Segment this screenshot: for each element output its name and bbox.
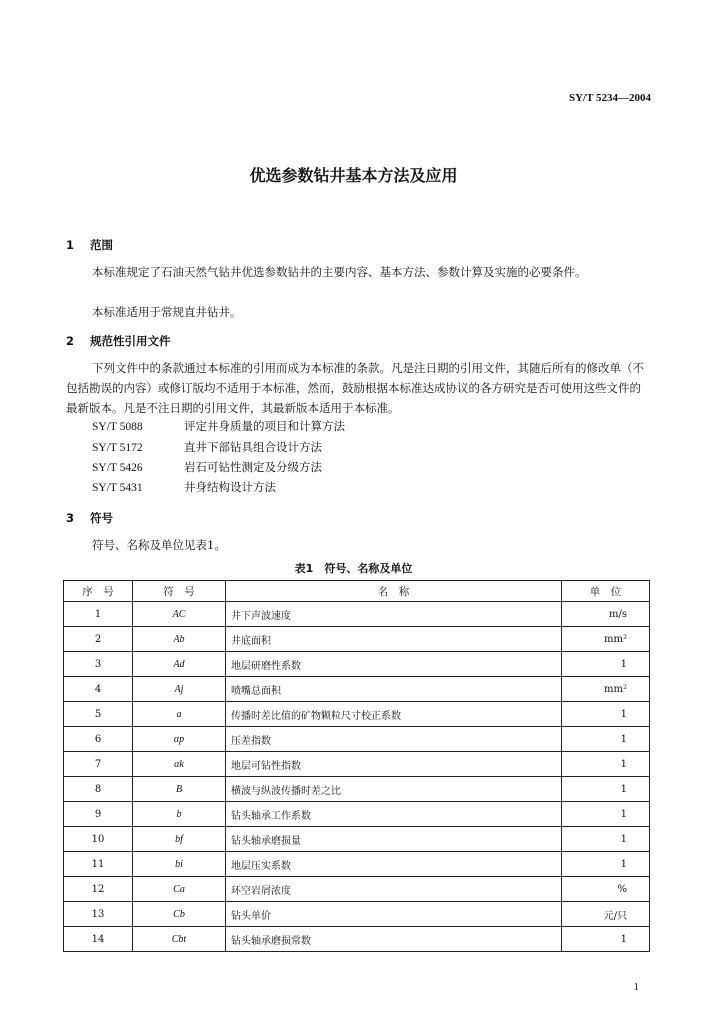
row-symbol: αp: [133, 727, 226, 752]
row-symbol: Cbt: [133, 927, 226, 952]
row-number: 4: [64, 677, 133, 702]
reference-code: SY/T 5088: [92, 421, 143, 433]
table-row: [64, 602, 650, 627]
row-name: 喷嘴总面积: [226, 677, 562, 702]
table-row: [64, 802, 650, 827]
reference-title: 评定井身质量的项目和计算方法: [184, 419, 345, 433]
row-unit: mm²: [562, 677, 650, 702]
symbols-table: [63, 580, 650, 952]
row-symbol: b: [133, 802, 226, 827]
row-number: 5: [64, 702, 133, 727]
reference-title: 井身结构设计方法: [184, 480, 276, 494]
section-title: 范围: [90, 238, 113, 252]
table-row: [64, 677, 650, 702]
reference-code: SY/T 5431: [92, 482, 143, 494]
row-name: 钻头轴承磨损量: [226, 827, 562, 852]
table-row: [64, 652, 650, 677]
row-symbol: Ca: [133, 877, 226, 902]
row-name: 横波与纵波传播时差之比: [226, 777, 562, 802]
row-symbol: Aj: [133, 677, 226, 702]
row-unit: 1: [562, 827, 650, 852]
row-symbol: a: [133, 702, 226, 727]
row-number: 2: [64, 627, 133, 652]
row-unit: 1: [562, 652, 650, 677]
table-row: [64, 877, 650, 902]
header-unit: 单 位: [562, 581, 650, 602]
reference-item: [92, 479, 276, 495]
table-row: [64, 727, 650, 752]
section-1-heading: [66, 237, 113, 253]
header-symbol: 符 号: [133, 581, 226, 602]
section-2-heading: [66, 333, 171, 349]
reference-item: [92, 459, 322, 475]
table-header-row: [64, 581, 650, 602]
row-number: 7: [64, 752, 133, 777]
row-number: 9: [64, 802, 133, 827]
row-symbol: αk: [133, 752, 226, 777]
reference-title: 直井下部钻具组合设计方法: [184, 440, 322, 454]
section-title: 符号: [90, 511, 113, 525]
row-unit: %: [562, 877, 650, 902]
table-row: [64, 902, 650, 927]
row-unit: 1: [562, 777, 650, 802]
reference-item: [92, 418, 345, 434]
section-number: 2: [66, 334, 75, 348]
row-symbol: AC: [133, 602, 226, 627]
row-symbol: Ab: [133, 627, 226, 652]
row-name: 压差指数: [226, 727, 562, 752]
document-title: 优选参数钻井基本方法及应用: [249, 166, 458, 185]
row-unit: 1: [562, 752, 650, 777]
table-row: [64, 752, 650, 777]
section-1-paragraph-1: 本标准规定了石油天然气钻井优选参数钻井的主要内容、基本方法、参数计算及实施的必要条件。: [92, 265, 587, 279]
reference-item: [92, 439, 322, 455]
section-number: 3: [66, 511, 75, 525]
row-unit: 1: [562, 927, 650, 952]
row-name: 地层压实系数: [226, 852, 562, 877]
row-number: 13: [64, 902, 133, 927]
table-row: [64, 627, 650, 652]
row-name: 传播时差比值的矿物颗粒尺寸校正系数: [226, 702, 562, 727]
row-number: 10: [64, 827, 133, 852]
row-name: 钻头轴承工作系数: [226, 802, 562, 827]
row-name: 井下声波速度: [226, 602, 562, 627]
row-unit: 元/只: [562, 902, 650, 927]
row-name: 环空岩屑浓度: [226, 877, 562, 902]
page-number: 1: [633, 981, 639, 993]
table-body: [64, 602, 650, 952]
section-2-paragraph: 下列文件中的条款通过本标准的引用而成为本标准的条款。凡是注日期的引用文件，其随后所有的修改单（不包括勘误的内容）或修订版均不适用于本标准，然而，鼓励根据本标准达成协议的各方研究是否可使用这些文件的最新版本。凡是不注日期的引用文件，其最新版本适用于本标准。: [66, 361, 644, 415]
section-number: 1: [66, 238, 75, 252]
row-number: 6: [64, 727, 133, 752]
section-title: 规范性引用文件: [90, 334, 171, 348]
row-name: 钻头轴承磨损常数: [226, 927, 562, 952]
row-unit: 1: [562, 802, 650, 827]
reference-code: SY/T 5172: [92, 442, 143, 454]
section-3-heading: [66, 510, 113, 526]
table-row: [64, 702, 650, 727]
table-row: [64, 777, 650, 802]
row-unit: m/s: [562, 602, 650, 627]
row-number: 12: [64, 877, 133, 902]
standard-code: SY/T 5234—2004: [568, 92, 651, 104]
row-name: 井底面积: [226, 627, 562, 652]
row-unit: 1: [562, 727, 650, 752]
row-symbol: B: [133, 777, 226, 802]
header-name: 名 称: [226, 581, 562, 602]
row-number: 11: [64, 852, 133, 877]
row-number: 1: [64, 602, 133, 627]
row-number: 8: [64, 777, 133, 802]
row-name: 地层研磨性系数: [226, 652, 562, 677]
table-row: [64, 852, 650, 877]
row-symbol: Cb: [133, 902, 226, 927]
reference-code: SY/T 5426: [92, 462, 143, 474]
table-row: [64, 827, 650, 852]
row-symbol: bi: [133, 852, 226, 877]
row-name: 钻头单价: [226, 902, 562, 927]
row-unit: 1: [562, 702, 650, 727]
row-unit: mm²: [562, 627, 650, 652]
row-number: 14: [64, 927, 133, 952]
row-symbol: bf: [133, 827, 226, 852]
section-3-paragraph: 符号、名称及单位见表1。: [92, 538, 226, 552]
section-1-paragraph-2: 本标准适用于常规直井钻井。: [92, 305, 242, 319]
reference-title: 岩石可钻性测定及分级方法: [184, 460, 322, 474]
row-name: 地层可钻性指数: [226, 752, 562, 777]
row-symbol: Ad: [133, 652, 226, 677]
table-caption: 表1 符号、名称及单位: [294, 562, 413, 575]
header-no: 序 号: [64, 581, 133, 602]
row-unit: 1: [562, 852, 650, 877]
table-row: [64, 927, 650, 952]
row-number: 3: [64, 652, 133, 677]
